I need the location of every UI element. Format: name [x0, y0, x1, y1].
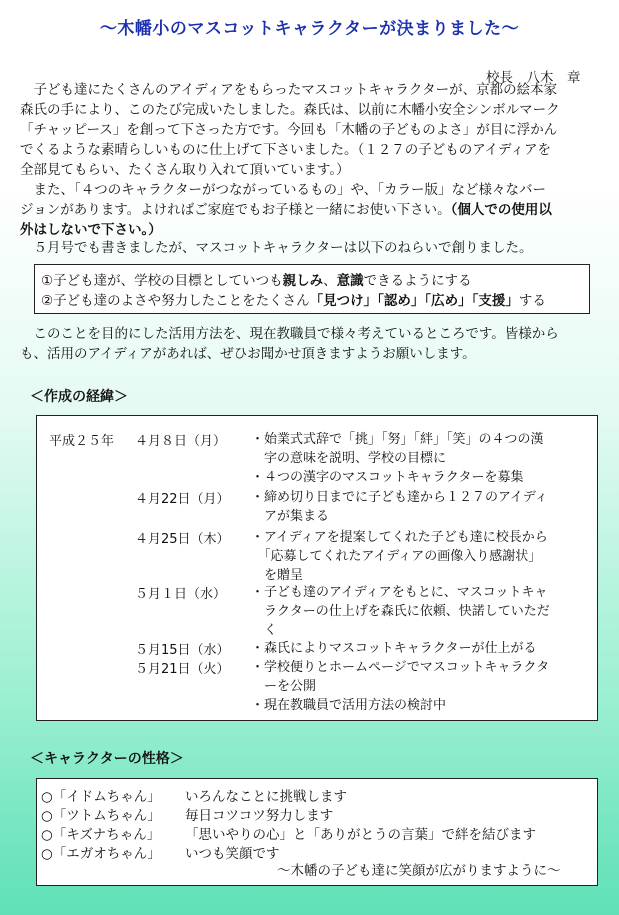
- text-line: アが集まる: [251, 509, 330, 524]
- timeline-date: ４月25日（木）: [135, 532, 230, 547]
- character-description: いろんなことに挑戦します: [185, 789, 347, 805]
- history-heading: ＜作成の経緯＞: [30, 389, 128, 405]
- aim-keyword: 親しみ: [282, 273, 324, 289]
- text-line: ・子ども達のアイディアをもとに、マスコットキャ: [251, 585, 548, 600]
- timeline-event: [251, 488, 591, 526]
- text-line: 字の意味を説明、学校の目標に: [251, 451, 447, 466]
- closing-message: ～木幡の子ども達に笑顔が広がりますように～: [277, 863, 561, 879]
- character-name: ○「ツトムちゃん」: [41, 808, 161, 824]
- text-line: 森氏の手により、このたび完成いたしました。森氏は、以前に木幡小安全シンボルマーク: [20, 102, 560, 118]
- text-fragment: ①子ども達が、学校の目標としていつも: [41, 273, 283, 289]
- usage-warning: （個人での使用以: [450, 202, 552, 218]
- text-line: ラクターの仕上げを森氏に依頼、快諾していただ: [251, 604, 550, 619]
- text-fragment: ②子ども達のよさや努力したことをたくさん: [41, 293, 310, 309]
- text-line: また、「４つのキャラクターがつながっているもの」や、「カラー版」など様々なバー: [20, 182, 546, 198]
- text-line: ・４つの漢字のマスコットキャラクターを募集: [251, 470, 524, 485]
- text-fragment: ジョンがあります。よければご家庭でもお子様と一緒にお使い下さい。: [20, 202, 451, 218]
- text-line: ・始業式式辞で「挑」「努」「絆」「笑」の４つの漢: [251, 432, 544, 447]
- text-fragment: 、: [323, 273, 337, 289]
- aim-keyword: 「広め」: [424, 293, 472, 309]
- text-line: ーを公開: [251, 679, 317, 694]
- text-fragment: できるようにする: [363, 273, 472, 289]
- timeline-event: [251, 658, 591, 715]
- character-item: [41, 788, 597, 807]
- timeline-date: ５月21日（火）: [135, 662, 230, 677]
- characters-box: [36, 778, 598, 886]
- timeline-event: [251, 639, 591, 658]
- text-line: 子ども達にたくさんのアイディアをもらったマスコットキャラクターが、京都の絵本家: [20, 82, 558, 98]
- text-line: を贈呈: [251, 568, 304, 583]
- characters-heading: ＜キャラクターの性格＞: [30, 751, 184, 767]
- text-fragment: する: [518, 293, 546, 309]
- aim-keyword: 「支援」: [471, 293, 519, 309]
- character-item: [41, 826, 597, 845]
- text-line: ・現在教職員で活用方法の検討中: [251, 698, 447, 713]
- character-name: ○「キズナちゃん」: [41, 827, 161, 843]
- aim-2: [41, 291, 589, 311]
- text-line: でくるような素晴らしいものに仕上げて下さいました。（１２７の子どものアイディアを: [20, 142, 551, 158]
- timeline-event: [251, 583, 591, 640]
- author-name: 校長 八木 章: [486, 70, 581, 86]
- character-item: [41, 807, 597, 826]
- text-line: く: [251, 623, 278, 638]
- character-description: 毎日コツコツ努力します: [185, 808, 334, 824]
- text-line: ・学校便りとホームページでマスコットキャラクタ: [251, 660, 550, 675]
- text-line: 「応募してくれたアイディアの画像入り感謝状」: [251, 549, 542, 564]
- text-line: ・森氏によりマスコットキャラクターが仕上がる: [251, 641, 537, 656]
- aim-1: [41, 271, 589, 291]
- timeline-date: ４月８日（月）: [135, 434, 227, 449]
- text-line: も、活用のアイディアがあれば、ぜひお聞かせ頂きますようお願いします。: [20, 346, 476, 362]
- intro-paragraph-3: [20, 238, 605, 258]
- intro-paragraph-1: [20, 80, 605, 180]
- usage-warning-continued: 外はしないで下さい。）: [20, 222, 162, 238]
- aim-keyword: 意識: [336, 273, 364, 289]
- aims-box: [34, 264, 590, 314]
- text-line: ５月号でも書きましたが、マスコットキャラクターは以下のねらいで創りました。: [20, 240, 533, 256]
- text-line: ・締め切り日までに子ども達から１２７のアイディ: [251, 490, 548, 505]
- timeline-event: [251, 430, 591, 487]
- purpose-paragraph: [20, 324, 605, 364]
- timeline-era: 平成２５年: [49, 434, 115, 449]
- intro-paragraph-2: [20, 180, 605, 240]
- text-line: [20, 200, 605, 220]
- character-description: いつも笑顔です: [185, 846, 280, 862]
- timeline-event: [251, 528, 591, 585]
- aim-keyword: 「認め」: [377, 293, 425, 309]
- text-line: このことを目的にした活用方法を、現在教職員で様々考えているところです。皆様から: [20, 326, 559, 342]
- text-line: ・アイディアを提案してくれた子ども達に校長から: [251, 530, 548, 545]
- history-timeline-box: [36, 415, 598, 721]
- aim-keyword: 「見つけ」: [309, 293, 378, 309]
- timeline-date: ５月15日（水）: [135, 643, 230, 658]
- text-line: 全部見てもらい、たくさん取り入れて頂いています。）: [20, 162, 350, 178]
- timeline-date: ４月22日（月）: [135, 492, 230, 507]
- character-description: 「思いやりの心」と「ありがとうの言葉」で絆を結びます: [185, 827, 536, 843]
- page-title: ～木幡小のマスコットキャラクターが決まりました～: [99, 19, 520, 39]
- timeline-date: ５月１日（水）: [135, 587, 227, 602]
- character-name: ○「エガオちゃん」: [41, 846, 161, 862]
- character-name: ○「イドムちゃん」: [41, 789, 161, 805]
- text-line: 「チャッピース」を創って下さった方です。今回も「木幡の子どものよさ」が目に浮かん: [20, 122, 558, 138]
